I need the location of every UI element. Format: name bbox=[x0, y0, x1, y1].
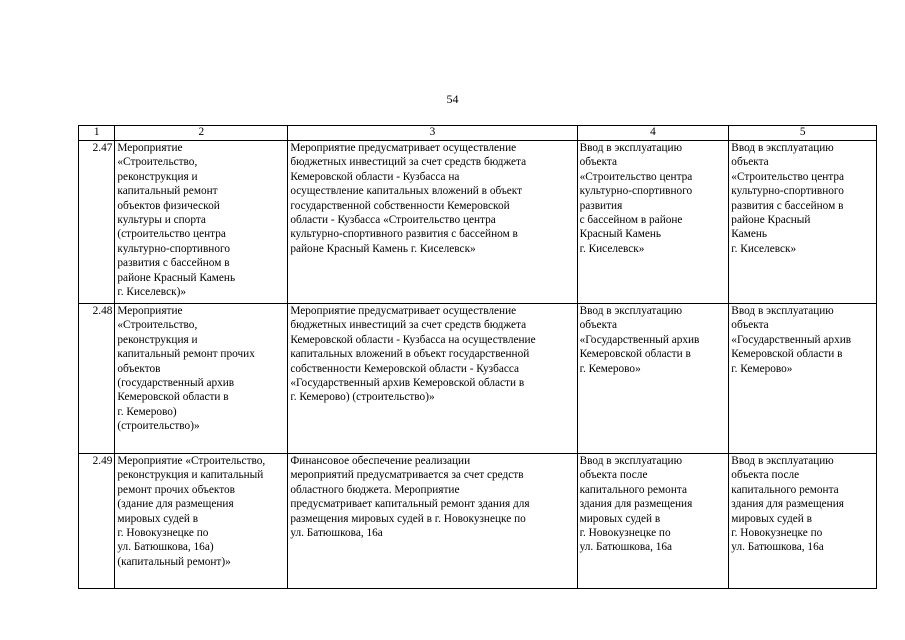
event-result: Ввод в эксплуатацию объекта «Государственный архив Кемеровской области в г. Кемерово» bbox=[579, 305, 700, 375]
column-header-4: 4 bbox=[577, 126, 729, 141]
table-row bbox=[79, 454, 877, 589]
event-result: Ввод в эксплуатацию объекта «Строительство центра культурно-спортивного развития с бассейном в районе Красный Камень г. Киселевск» bbox=[579, 142, 693, 255]
event-description: Финансовое обеспечение реализации мероприятий предусматривается за счет средств областного бюджета. Мероприятие предусматривает капитальный ремонт здания для размещения мировых судей в г. Новокузнецке по ул. Батюшкова, 16а bbox=[290, 455, 530, 540]
event-description: Мероприятие предусматривает осуществление бюджетных инвестиций за счет средств бюджета Кемеровской области - Кузбасса на осуществление капитальных вложений в объект государственной собственности Кемеровской области - Кузбасса «Государственный архив Кемеровской области в г. Кемерово) (строительство)» bbox=[290, 305, 536, 404]
row-number: 2.48 bbox=[79, 304, 115, 454]
event-result-alt: Ввод в эксплуатацию объекта «Государственный архив Кемеровской области в г. Кемерово» bbox=[731, 305, 852, 375]
column-header-3: 3 bbox=[288, 126, 577, 141]
table-row bbox=[79, 141, 877, 304]
row-number: 2.49 bbox=[79, 454, 115, 589]
column-header-2: 2 bbox=[115, 126, 288, 141]
event-result-alt: Ввод в эксплуатацию объекта «Строительство центра культурно-спортивного развития с бассейном в районе Красный Камень г. Киселевск» bbox=[731, 142, 845, 255]
event-description: Мероприятие предусматривает осуществление бюджетных инвестиций за счет средств бюджета Кемеровской области - Кузбасса на осуществление капитальных вложений в объект государственной собственности Кемеровской области - Кузбасса «Строительство центра культурно-спортивного развития с бассейном в районе Красный Камень г. Киселевск» bbox=[290, 142, 527, 255]
table-row bbox=[79, 304, 877, 454]
column-header-1: 1 bbox=[79, 126, 115, 141]
event-name: Мероприятие «Строительство, реконструкция и капитальный ремонт прочих объектов (государственный архив Кемеровской области в г. Кемерово) (строительство)» bbox=[117, 305, 255, 433]
table-header-row bbox=[79, 126, 877, 141]
row-number: 2.47 bbox=[79, 141, 115, 304]
event-result: Ввод в эксплуатацию объекта после капитального ремонта здания для размещения мировых судей в г. Новокузнецке по ул. Батюшкова, 16а bbox=[579, 455, 693, 554]
measures-table bbox=[78, 125, 877, 589]
column-header-5: 5 bbox=[729, 126, 877, 141]
event-name: Мероприятие «Строительство, реконструкция и капитальный ремонт объектов физической культуры и спорта (строительство центра культурно-спортивного развития с бассейном в районе Красный Камень г. Киселевск)» bbox=[117, 142, 236, 299]
event-result-alt: Ввод в эксплуатацию объекта после капитального ремонта здания для размещения мировых судей в г. Новокузнецке по ул. Батюшкова, 16а bbox=[731, 455, 844, 554]
event-name: Мероприятие «Строительство, реконструкция и капитальный ремонт прочих объектов (здание для размещения мировых судей в г. Новокузнецке по ул. Батюшкова, 16а) (капитальный ремонт)» bbox=[117, 455, 266, 568]
page-number: 54 bbox=[446, 92, 459, 106]
